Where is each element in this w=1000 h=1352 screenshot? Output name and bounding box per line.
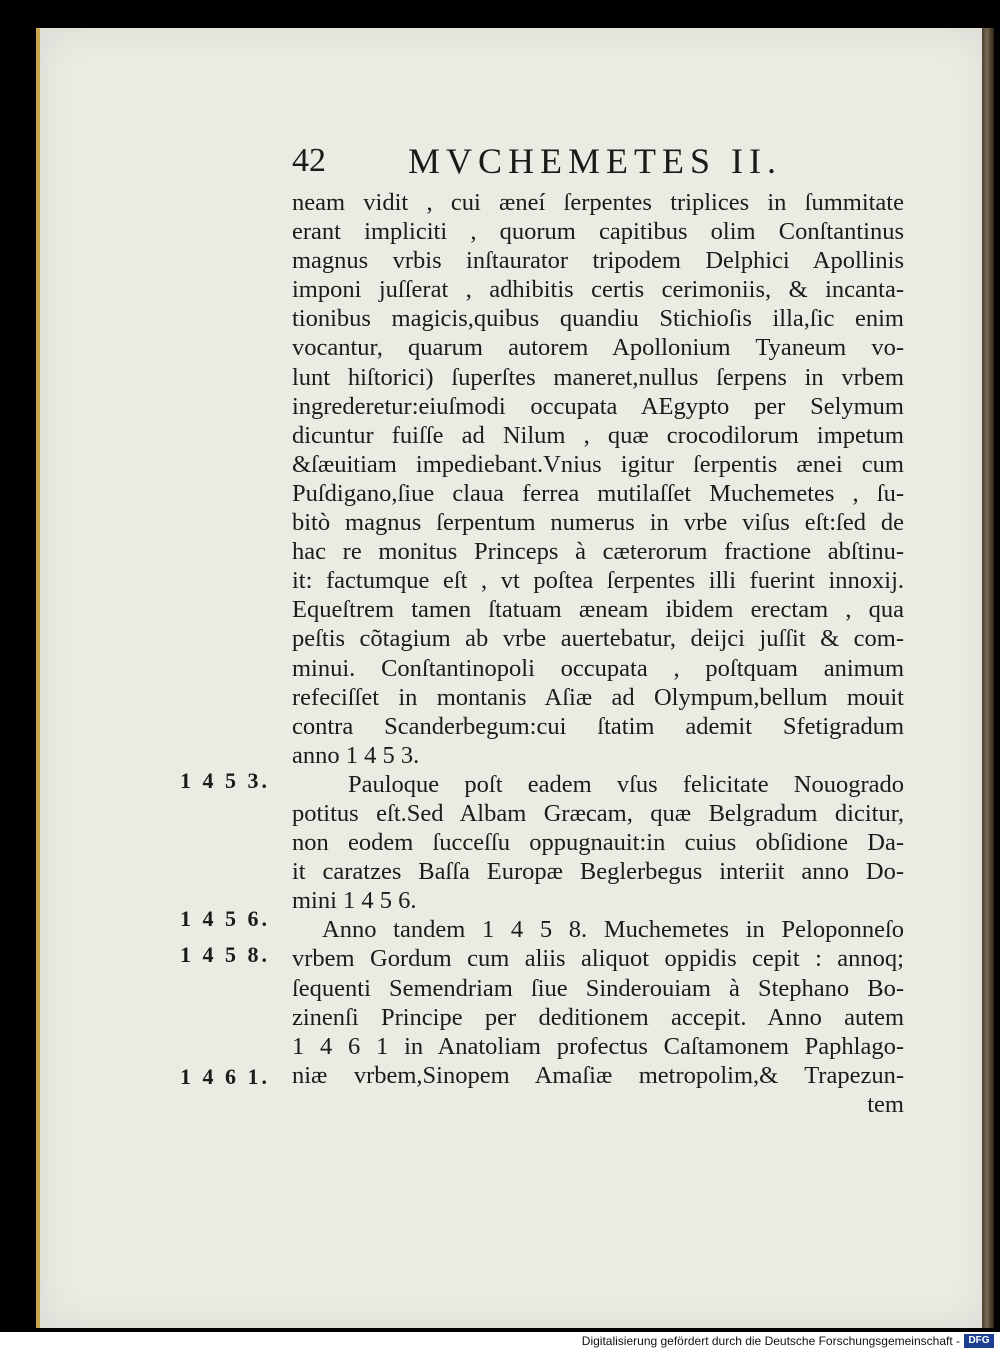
dfg-logo[interactable]: DFG (964, 1334, 994, 1348)
body-text (292, 188, 904, 1119)
text-line: potitus eſt.Sed Albam Græcam, quæ Belgradum dicitur, (292, 799, 904, 827)
text-line: Equeſtrem tamen ſtatuam æneam ibidem erectam , qua (292, 596, 904, 624)
text-line: Pauloque poſt eadem vſus felicitate Nouogrado (348, 770, 904, 798)
margin-date-note: 1 4 5 3. (180, 768, 270, 793)
text-line: 1 4 6 1 in Anatoliam profectus Caſtamonem Paphlago- (292, 1032, 904, 1060)
text-line: refeciſſet in montanis Aſiæ ad Olympum,bellum mouit (292, 683, 904, 711)
text-line: ingrederetur:eiuſmodi occupata AEgypto per Selymum (292, 392, 904, 420)
text-line: non eodem ſucceſſu oppugnauit:in cuius obſidione Da- (292, 829, 904, 857)
running-title: MVCHEMETES II. (408, 141, 782, 181)
text-line: mini 1 4 5 6. (292, 887, 417, 915)
text-line: imponi juſſerat , adhibitis certis cerimoniis, & incanta- (292, 276, 904, 304)
text-line: niæ vrbem,Sinopem Amaſiæ metropolim,& Trapezun- (292, 1061, 904, 1089)
margin-date-note: 1 4 5 6. (180, 906, 270, 931)
page-edge (982, 28, 994, 1328)
margin-date-note: 1 4 5 8. (180, 942, 270, 967)
catchword: tem (867, 1090, 904, 1118)
text-line: erant impliciti , quorum capitibus olim Conſtantinus (292, 218, 904, 246)
text-line: Anno tandem 1 4 5 8. Muchemetes in Peloponneſo (322, 916, 904, 944)
text-line: tionibus magicis,quibus quandiu Stichioſis illa,ſic enim (292, 305, 904, 333)
text-line: contra Scanderbegum:cui ſtatim ademit Sfetigradum (292, 712, 904, 740)
text-line: minui. Conſtantinopoli occupata , poſtquam animum (292, 654, 904, 682)
text-line: bitò magnus ſerpentum numerus in vrbe viſus eſt:ſed de (292, 509, 904, 537)
text-line: anno 1 4 5 3. (292, 741, 420, 769)
text-line: dicuntur fuiſſe ad Nilum , quæ crocodilorum impetum (292, 421, 904, 449)
footer-credit: Digitalisierung gefördert durch die Deutsche Forschungsgemeinschaft - (581, 1334, 960, 1348)
text-line: it: factumque eſt , vt poſtea ſerpentes illi fuerint innoxij. (292, 567, 904, 595)
text-line: it caratzes Baſſa Europæ Beglerbegus interiit anno Do- (292, 858, 904, 886)
text-line: lunt hiſtorici) ſuperſtes maneret,nullus ſerpens in vrbem (292, 363, 904, 391)
text-line: hac re monitus Princeps à cæterorum fractione abſtinu- (292, 538, 904, 566)
text-line: &ſæuitiam impediebant.Vnius igitur ſerpentis ænei cum (292, 450, 904, 478)
text-line: ſequenti Semendriam ſiue Sinderouiam à Stephano Bo- (292, 974, 904, 1002)
page-number: 42 (292, 142, 326, 179)
page-header (292, 140, 904, 188)
text-line: magnus vrbis inſtaurator tripodem Delphici Apollinis (292, 247, 904, 275)
text-line: vocantur, quarum autorem Apollonium Tyaneum vo- (292, 334, 904, 362)
text-line: vrbem Gordum cum aliis aliquot oppidis cepit : annoq; (292, 945, 904, 973)
text-line: zinenſi Principe per deditionem accepit. Anno autem (292, 1003, 904, 1031)
footer-bar (0, 1332, 1000, 1352)
margin-date-note: 1 4 6 1. (180, 1064, 270, 1089)
text-line: neam vidit , cui æneí ſerpentes triplices in ſummitate (292, 189, 904, 216)
text-line: Puſdigano,ſiue claua ferrea mutilaſſet Muchemetes , ſu- (292, 479, 904, 507)
text-line: peſtis cõtagium ab vrbe auertebatur, deijci juſſit & com- (292, 625, 904, 653)
